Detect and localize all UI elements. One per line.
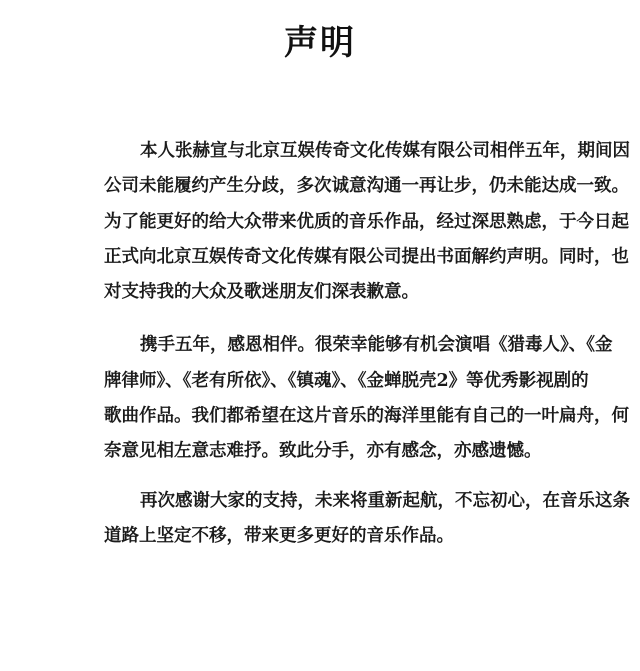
text-line: 道路上坚定不移，带来更多更好的音乐作品。: [104, 525, 454, 546]
document-body: [104, 138, 630, 558]
text-line: 对支持我的大众及歌迷朋友们深表歉意。: [104, 282, 419, 303]
text-line: 本人张赫宣与北京互娱传奇文化传媒有限公司相伴五年，期间因: [140, 141, 630, 161]
paragraph-1: [104, 138, 630, 314]
text-line: 牌律师》、《老有所依》、《镇魂》、《金蝉脱壳2》等优秀影视剧的: [104, 370, 589, 391]
text-line: 再次感谢大家的支持，未来将重新起航，不忘初心，在音乐这条: [140, 490, 630, 511]
text-line: 歌曲作品。我们都希望在这片音乐的海洋里能有自己的一叶扁舟，何: [104, 406, 629, 427]
text-line: 奈意见相左意志难抒。致此分手，亦有感念，亦感遗憾。: [104, 441, 542, 462]
text-line: 为了能更好的给大众带来优质的音乐作品，经过深思熟虑，于今日起: [104, 211, 629, 232]
paragraph-3: [104, 488, 630, 559]
text-line: 携手五年，感恩相伴。很荣幸能够有机会演唱《猎毒人》、《金: [140, 335, 613, 356]
text-line: 正式向北京互娱传奇文化传媒有限公司提出书面解约声明。同时，也: [104, 246, 629, 267]
paragraph-2: [104, 332, 629, 473]
document-title: 声明: [284, 23, 356, 63]
text-line: 公司未能履约产生分歧，多次诚意沟通一再让步，仍未能达成一致。: [104, 176, 629, 197]
